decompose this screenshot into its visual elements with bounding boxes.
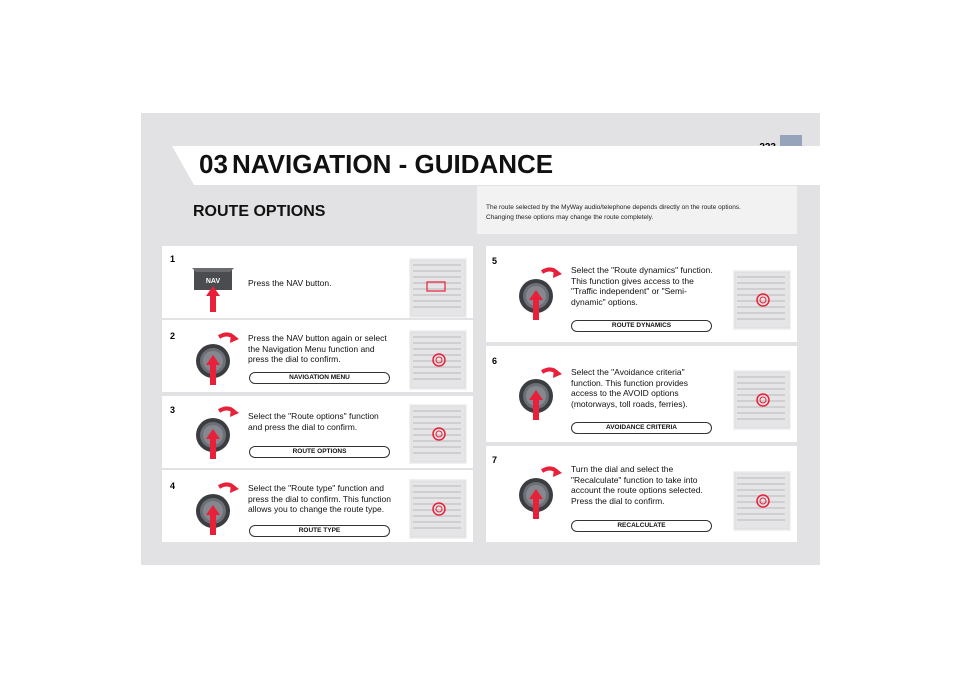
instruction-line: press the dial to confirm. <box>248 354 341 364</box>
menu-label: RECALCULATE <box>571 520 712 532</box>
instruction-line: (motorways, toll roads, ferries). <box>571 398 688 409</box>
instruction-line: Turn the dial and select the <box>571 464 674 474</box>
intro-text <box>486 203 786 223</box>
instruction-line: Select the "Route type" function and <box>248 483 384 493</box>
step-number: 6 <box>492 356 498 366</box>
rotary-dial-icon <box>195 401 239 466</box>
svg-text:NAV: NAV <box>205 278 221 285</box>
instruction-line: Select the "Avoidance criteria" <box>571 367 685 377</box>
instruction-line: Press the dial to confirm. <box>571 495 665 506</box>
instruction-line: account the route options selected. <box>571 485 703 495</box>
step-instruction <box>248 333 387 365</box>
step-instruction <box>571 464 703 506</box>
instruction-line: "Recalculate" function to take into <box>571 474 698 485</box>
chapter-title: NAVIGATION - GUIDANCE <box>232 149 554 179</box>
menu-label: ROUTE DYNAMICS <box>571 320 712 332</box>
instruction-line: Select the "Route options" function <box>248 411 379 421</box>
instruction-line: Press the NAV button. <box>248 278 332 288</box>
radio-panel-icon <box>409 258 467 323</box>
step-instruction <box>248 411 379 432</box>
radio-panel-icon <box>733 471 791 536</box>
section-title: ROUTE OPTIONS <box>193 203 326 220</box>
rotary-dial-icon <box>195 477 239 542</box>
instruction-line: function. This function provides <box>571 377 689 388</box>
instruction-line: allows you to change the route type. <box>248 504 385 514</box>
rotary-dial-icon <box>518 262 562 327</box>
step-instruction <box>248 278 331 289</box>
step-instruction <box>571 367 688 409</box>
menu-label: NAVIGATION MENU <box>249 372 390 384</box>
instruction-line: Press the NAV button again or select <box>248 333 387 343</box>
instruction-line: This function gives access to the <box>571 275 694 286</box>
radio-panel-icon <box>409 330 467 395</box>
rotary-dial-icon <box>518 461 562 526</box>
step-instruction <box>248 483 391 515</box>
instruction-line: the Navigation Menu function and <box>248 343 375 354</box>
chapter-number: 03 <box>199 149 228 179</box>
instruction-line: and press the dial to confirm. <box>248 421 358 432</box>
step-number: 1 <box>170 254 176 264</box>
intro-line: Changing these options may change the route completely. <box>486 214 654 221</box>
instruction-line: access to the AVOID options <box>571 388 679 398</box>
rotary-dial-icon <box>518 362 562 427</box>
instruction-line: Select the "Route dynamics" function. <box>571 265 713 275</box>
menu-label: ROUTE TYPE <box>249 525 390 537</box>
instruction-line: dynamic" options. <box>571 296 638 307</box>
menu-label: ROUTE OPTIONS <box>249 446 390 458</box>
menu-label: AVOIDANCE CRITERIA <box>571 422 712 434</box>
rotary-dial-icon <box>195 327 239 392</box>
radio-panel-icon <box>409 404 467 469</box>
radio-panel-icon <box>409 479 467 544</box>
radio-panel-icon <box>733 370 791 435</box>
intro-line: The route selected by the MyWay audio/telephone depends directly on the route options. <box>486 204 741 211</box>
step-number: 7 <box>492 455 498 465</box>
step-instruction <box>571 265 713 307</box>
radio-panel-icon <box>733 270 791 335</box>
step-number: 2 <box>170 331 176 341</box>
step-number: 3 <box>170 405 176 415</box>
instruction-line: press the dial to confirm. This function <box>248 493 391 504</box>
step-number: 4 <box>170 481 176 491</box>
instruction-line: "Traffic independent" or "Semi- <box>571 286 687 296</box>
step-number: 5 <box>492 256 498 266</box>
nav-button-icon <box>190 266 236 319</box>
